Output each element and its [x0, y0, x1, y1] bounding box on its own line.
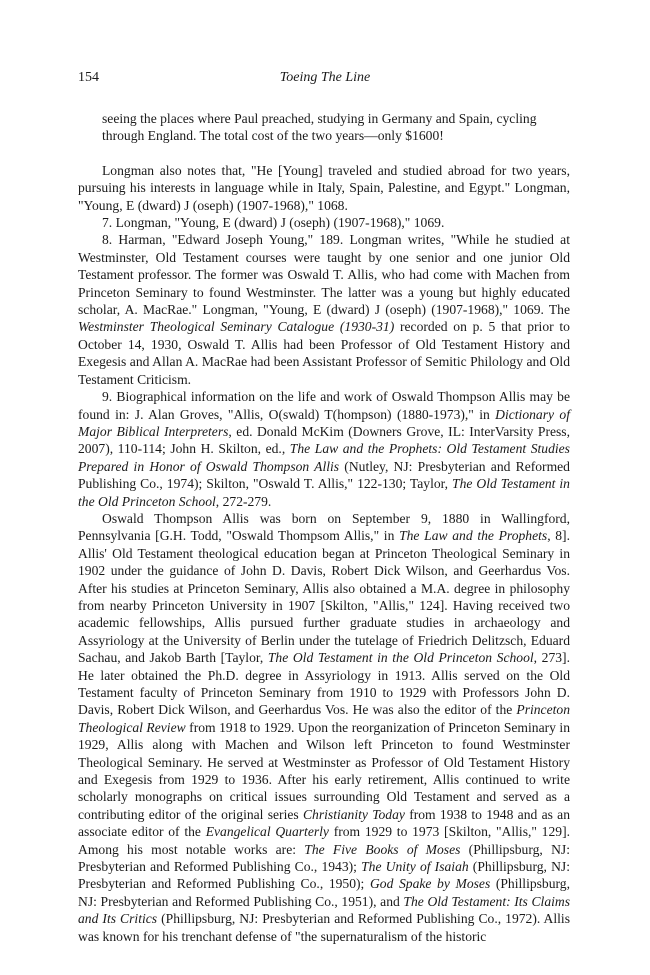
body-text [78, 110, 570, 945]
book-title: The Old Testament: Its Claims and Its Critics [78, 893, 570, 927]
book-title: God Spake by Moses [369, 876, 491, 892]
paragraph: Longman also notes that, "He [Young] traveled and studied abroad for two years, pursuing his interests in language while in Italy, Spain, Palestine, and Egypt." Longman, "Young, E (dward) J (oseph) (1907-1968)," 1068. [78, 162, 570, 213]
book-title: Princeton Theological Review [78, 702, 570, 735]
running-head [78, 70, 572, 90]
book-title: The Law and the Prophets [399, 528, 548, 544]
running-title: Toeing The Line [279, 70, 371, 85]
footnote-9: 9. Biographical information on the life and work of Oswald Thompson Allis may be found in: J. Alan Groves, "Allis, O(swald) T(hompson) (1880-1973)," in Dictionary of Major Biblical Interpreters, ed. Donald McKim (Downers Grove, IL: InterVarsity Press, 2007), 110-114; John H. Skilton, ed., The Law and the Prophets: Old Testament Studies Prepared in Honor of Oswald Thompson Allis (Nutley, NJ: Presbyterian and Reformed Publishing Co., 1974); Skilton, "Oswald T. Allis," 122-130; Taylor, The Old Testament in the Old Princeton School, 272-279. [78, 389, 570, 509]
book-title: The Unity of Isaiah [361, 859, 469, 875]
book-title: Evangelical Quarterly [205, 824, 329, 840]
book-title: The Old Testament in the Old Princeton School [78, 476, 570, 509]
paragraph: Oswald Thompson Allis was born on September 9, 1880 in Wallingford, Pennsylvania [G.H. Todd, "Oswald Thompsom Allis," in The Law and the Prophets, 8]. Allis' Old Testament theological education began at Princeton Theological Seminary in 1902 under the guidance of John D. Davis, Robert Dick Wilson, and Geerhardus Vos. After his studies at Princeton Seminary, Allis also obtained a M.A. degree in philosophy from nearby Princeton University in 1907 [Skilton, "Allis," 124]. Having received two academic fellowships, Allis pursued further graduate studies in archaeology and Assyriology at the University of Berlin under the tutelage of Friedrich Delitzsch, Eduard Sachau, and Jakob Barth [Taylor, The Old Testament in the Old Princeton School, 273]. He later obtained the Ph.D. degree in Assyriology in 1913. Allis served on the Old Testament faculty of Princeton Seminary from 1910 to 1929 with Professors John D. Davis, Robert Dick Wilson, and Geerhardus Vos. He was also the editor of the Princeton Theological Review from 1918 to 1929. Upon the reorganization of Princeton Seminary in 1929, Allis along with Machen and Wilson left Princeton to found Westminster Theological Seminary. He served at Westminster as Professor of Old Testament History and Exegesis from 1929 to 1936. After his early retirement, Allis continued to write scholarly monographs on critical issues surrounding Old Testament and served as a contributing editor of the original series Christianity Today from 1938 to 1948 and as an associate editor of the Evangelical Quarterly from 1929 to 1973 [Skilton, "Allis," 129]. Among his most notable works are: The Five Books of Moses (Phillipsburg, NJ: Presbyterian and Reformed Publishing Co., 1943); The Unity of Isaiah (Phillipsburg, NJ: Presbyterian and Reformed Publishing Co., 1950); God Spake by Moses (Phillipsburg, NJ: Presbyterian and Reformed Publishing Co., 1951), and The Old Testament: Its Claims and Its Critics (Phillipsburg, NJ: Presbyterian and Reformed Publishing Co., 1972). Allis was known for his trenchant defense of "the supernaturalism of the historic [78, 510, 570, 944]
book-title: Westminster Theological Seminary Catalogue (1930-31) [78, 319, 395, 335]
quote-line: through England. The total cost of the two years—only $1600! [102, 128, 444, 144]
book-title: The Law and the Prophets: Old Testament Studies Prepared in Honor of Oswald Thompson Allis [78, 441, 570, 474]
quote-line: seeing the places where Paul preached, studying in Germany and Spain, cycling [102, 111, 537, 126]
book-title: Christianity Today [302, 806, 405, 822]
footnote-8: 8. Harman, "Edward Joseph Young," 189. Longman writes, "While he studied at Westminster, Old Testament courses were taught by one senior and one junior Old Testament professor. The former was Oswald T. Allis, who had come with Machen from Princeton Seminary to found Westminster. The latter was a young but highly educated scholar, A. MacRae." Longman, "Young, E (dward) J (oseph) (1907-1968)," 1069. The Westminster Theological Seminary Catalogue (1930-31) recorded on p. 5 that prior to October 14, 1930, Oswald T. Allis had been Professor of Old Testament History and Exegesis and Allan A. MacRae had been Assistant Professor of Semitic Philology and Old Testament Criticism. [78, 232, 570, 387]
book-title: Dictionary of Major Biblical Interpreters [78, 406, 570, 439]
footnote-7: 7. Longman, "Young, E (dward) J (oseph) (1907-1968)," 1069. [102, 215, 445, 231]
block-quote [102, 110, 570, 145]
page-number: 154 [78, 70, 99, 85]
book-title: The Old Testament in the Old Princeton School [267, 650, 534, 666]
book-title: The Five Books of Moses [304, 841, 461, 857]
